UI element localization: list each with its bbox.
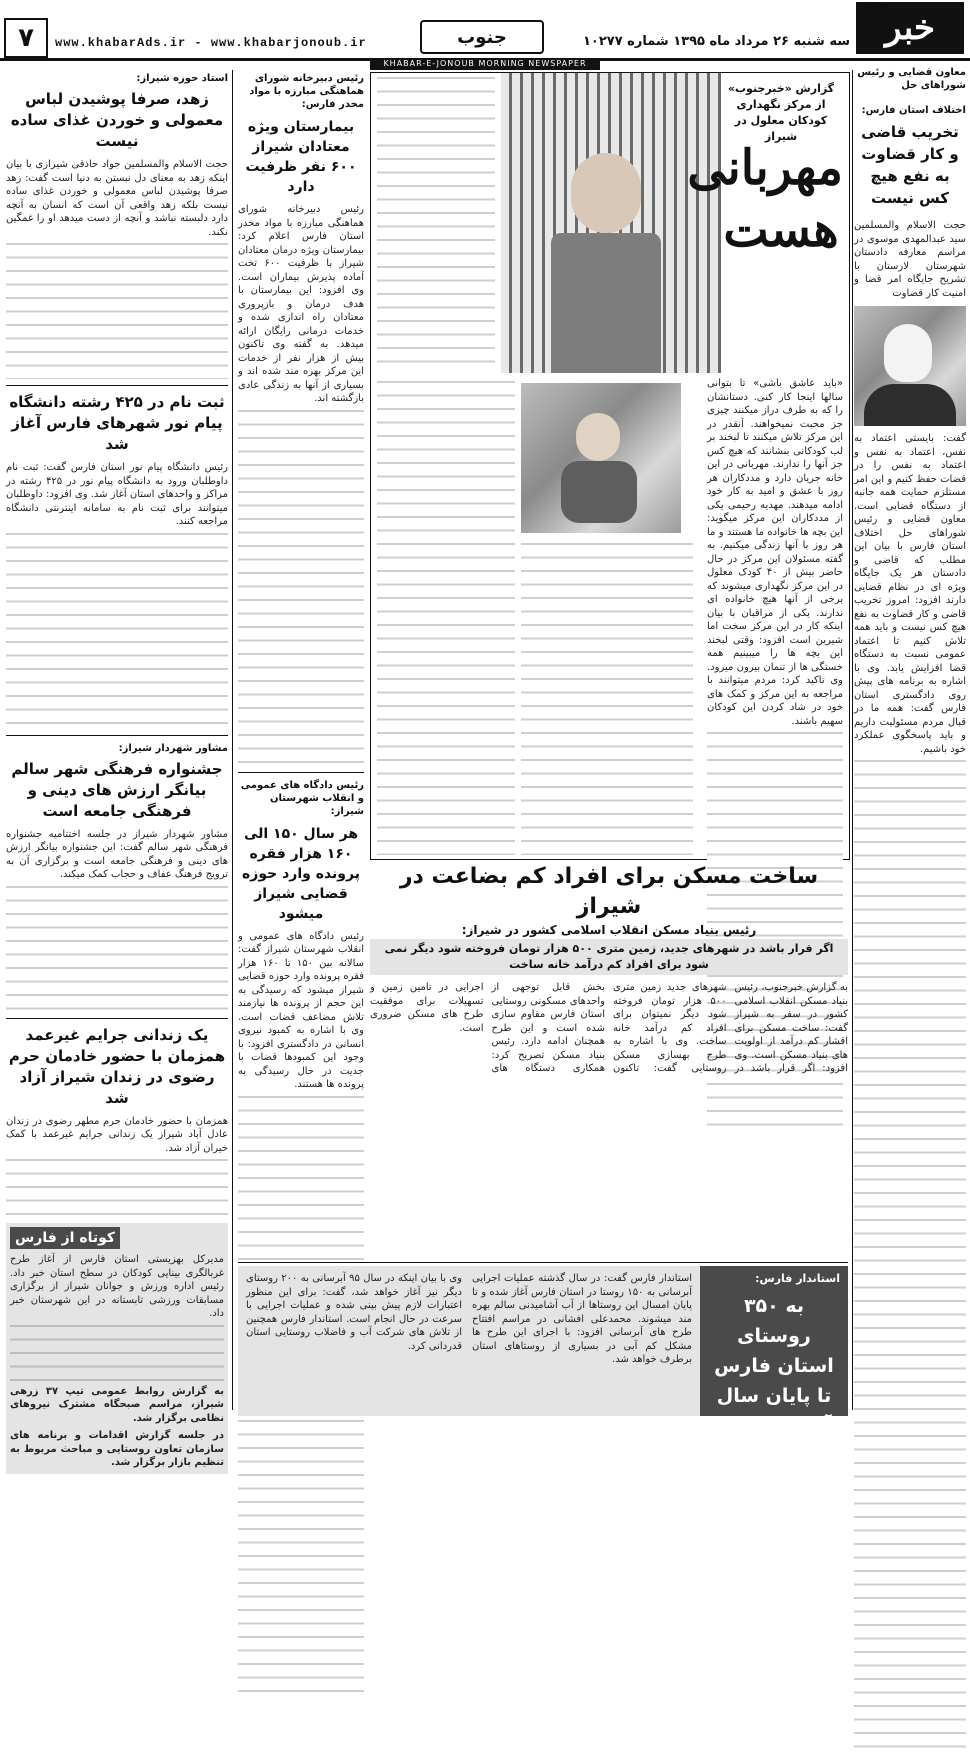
masthead xyxy=(0,0,970,61)
child-body xyxy=(551,233,661,373)
feature-body-col2 xyxy=(521,539,693,855)
spacer xyxy=(238,1262,364,1263)
housing-headline: ساخت مسکن برای افراد کم بضاعت در شیراز xyxy=(399,864,819,919)
feature-story xyxy=(370,72,850,860)
issue-dateline: سه شنبه ۲۶ مرداد ماه ۱۳۹۵ شماره ۱۰۲۷۷ xyxy=(582,34,850,49)
text-filler xyxy=(238,406,364,766)
article-kicker: استاد حوزه شیراز: xyxy=(136,73,228,84)
feature-title xyxy=(687,137,843,261)
article-body: گفت: بایستی اعتماد به نفس، اعتماد به نفس و اعتماد به نفس را در قضات حفظ کنیم و این امر مستلزم حمایت همه جانبه از دستگاه قضایی است. معاون قضایی و رئیس شوراهای حل اختلاف استان فارس با بیان این مطلب که قاضی و دادستان هر یک جایگاه ویژه ای در نظام قضایی دارند افزود: امروز تخریب قاضی و کار قضاوت به نفع هیچ کس نیست و باید همه تلاش کنیم تا اعتماد عمومی نسبت به دستگاه قضا افزایش یابد. وی با اشاره به برنامه های پیش روی دادگستری استان فارس گفت: همه ما در قبال مردم مسئولیت داریم و باید پاسخگوی عملکرد خود باشیم. xyxy=(854,433,966,755)
article-body: رئیس دبیرخانه شورای هماهنگی مبارزه با مواد مخدر استان فارس اعلام کرد: بیمارستان ویژه درمان معتادان شیراز با ظرفیت ۶۰۰ تخت آماده پذیرش بیماران است. وی افزود: این بیمارستان با هدف درمان و بازپروری معتادان راه اندازی شده و خدمات درمانی رایگان ارائه میدهد. به گفته وی تاکنون بیش از هزار نفر از خدمات این مرکز بهره مند شده اند و بسیاری از آنها به زندگی عادی بازگشته اند. xyxy=(238,204,364,404)
article-kicker: رئیس دبیرخانه شورای هماهنگی مبارزه با مواد مخدر فارس: xyxy=(249,73,364,110)
feature-kicker: گزارش «خبرجنوب» از مرکز نگهداری کودکان معلول در شیراز xyxy=(727,82,835,143)
housing-body-text: به گزارش خبرجنوب، رئیس بنیاد مسکن انقلاب اسلامی کشور در سفر به شیراز گفت: ساخت مسکن برای اقشار کم درآمد از اولویت های بنیاد مسکن است. وی افزود: اگر قرار باشد در شهرهای جدید زمین متری ۵۰۰ هزار تومان فروخته شود دیگر نمیتوان برای افراد کم درآمد خانه ساخت. وی با اشاره به طرح بهسازی مسکن روستایی گفت: تاکنون بخش قابل توجهی از واحدهای مسکونی روستایی استان فارس مقاوم سازی شده است و این طرح همچنان ادامه دارد. رئیس بنیاد مسکن تصریح کرد: همکاری دستگاه های اجرایی در تامین زمین و تسهیلات برای موفقیت طرح های مسکن ضروری است. xyxy=(370,982,848,1074)
feature-body-col1 xyxy=(707,377,843,855)
brief-item: در جلسه گزارش اقدامات و برنامه های سازمان تعاون روستایی و مباحث مربوط به تنظیم بازار برگزار شد. xyxy=(10,1430,224,1468)
article-headline: یک زندانی جرایم غیرعمد همزمان با حضور خادمان حرم رضوی در زندان شیراز آزاد شد xyxy=(8,1025,226,1107)
child-face xyxy=(576,413,620,461)
text-filler xyxy=(377,73,495,373)
article-headline: ثبت نام در ۴۲۵ رشته دانشگاه پیام نور شهرهای فارس آغاز شد xyxy=(9,393,225,453)
logo-sub: جنوب xyxy=(861,2,886,12)
article-lead: حجت الاسلام والمسلمین سید عبدالمهدی موسوی در مراسم معارفه دادستان شهرستان لارستان با تشریح جایگاه امر قضا و امنیت کار قضاوت xyxy=(854,220,966,299)
briefs-body: مدیرکل بهزیستی استان فارس از آغاز طرح غربالگری بینایی کودکان در سطح استان خبر داد. رئیس اداره ورزش و جوانان شیراز از برگزاری مسابقات ورزشی تابستانه در این شهرستان خبر داد. xyxy=(10,1254,224,1319)
left-column xyxy=(6,72,228,1468)
article-divider xyxy=(6,385,228,386)
feature-title-line1: مهربانی xyxy=(687,140,843,196)
page-number: ۷ xyxy=(4,18,48,58)
villages-headline-box xyxy=(700,1266,848,1467)
article-kicker: اختلاف استان فارس: xyxy=(861,105,966,116)
feature-body-top xyxy=(377,73,495,373)
villages-headline: به ۳۵۰ روستای استان فارس تا پایان سال آبرسانی می شود xyxy=(714,1295,834,1467)
feature-title-line2: هست xyxy=(723,202,839,258)
child-sitting-photo xyxy=(521,383,681,533)
article-headline: بیمارستان ویژه معتادان شیراز ۶۰۰ نفر ظرفیت دارد xyxy=(245,119,357,195)
text-filler xyxy=(854,756,966,1756)
article-divider xyxy=(238,772,364,773)
column-rule xyxy=(232,70,233,1410)
feature-body-text: «باید عاشق باشی» تا بتوانی سالها اینجا کار کنی. دستانشان را که به طرف دراز میکنند چیزی جز محبت نمیخواهند. آنقدر در این مرکز تلاش میکنند تا لبخند بر لب کودکانی بنشانند که هیچ کس جز آنها را ندارند. مهربانی در این خانه جریان دارد و مددکاران هر روز با عشق و امید به کار خود ادامه میدهند. مهدیه رحیمی یکی از مددکاران این مرکز میگوید: این بچه ها خانواده ما هستند و ما هر روز با آنها زندگی میکنیم. به گفته مسئولان این مرکز در حال حاضر بیش از ۴۰ کودک معلول در این مرکز نگهداری میشوند که برخی از آنها هیچ خانواده ای ندارند. یکی از مراقبان با بیان اینکه کار در این مرکز سخت اما شیرین است افزود: وقتی لبخند این بچه ها را میبینیم همه خستگی ها از تنمان بیرون میرود. وی تاکید کرد: مردم میتوانند با مراجعه به این مرکز و کمک های خود در شاد کردن این کودکان سهیم باشند. xyxy=(707,378,843,727)
portrait-robe xyxy=(864,384,956,426)
briefs-title: کوتاه از فارس xyxy=(10,1227,120,1249)
feature-body-col3 xyxy=(377,377,515,855)
child-body xyxy=(561,461,637,523)
article-headline: جشنواره فرهنگی شهر سالم بیانگر ارزش های دینی و فرهنگی جامعه است xyxy=(11,759,223,820)
article-body: رئیس دادگاه های عمومی و انقلاب شهرستان شیراز گفت: سالانه بین ۱۵۰ تا ۱۶۰ هزار فقره پرونده وارد حوزه قضایی شیراز میشود که رسیدگی به این حجم از پرونده ها نیازمند تلاش مضاعف قضات است. وی با اشاره به کمبود نیروی انسانی در دادگستری افزود: با وجود این کمبودها قضات با جدیت در حال رسیدگی به پرونده ها هستند. xyxy=(238,930,365,1090)
article-divider xyxy=(6,735,228,736)
article-body: همزمان با حضور خادمان حرم مطهر رضوی در زندان عادل آباد شیراز یک زندانی جرایم غیرعمد با کمک خیران آزاد شد. xyxy=(6,1115,228,1154)
text-filler xyxy=(10,1321,224,1381)
villages-body-col1: استاندار فارس گفت: در سال گذشته عملیات اجرایی آبرسانی به ۱۵۰ روستا در استان فارس آغاز شده و تا پایان امسال این روستاها از آب آشامیدنی سالم بهره مند میشوند. محمدعلی افشانی در مراسم افتتاح طرح های آبرسانی افزود: با اجرای این طرح ها مشکل کم آبی در بسیاری از روستاهای استان برطرف خواهد شد. xyxy=(472,1273,692,1365)
brief-item: به گزارش روابط عمومی تیپ ۳۷ زرهی شیراز، مراسم صبحگاه مشترک نیروهای نظامی برگزار شد. xyxy=(10,1385,225,1424)
housing-subhead-highlight: اگر قرار باشد در شهرهای جدید، زمین متری ۵۰۰ هزار تومان فروخته شود دیگر نمی شود برای افراد کم درآمد خانه ساخت xyxy=(370,939,848,975)
child-behind-bars-photo xyxy=(501,73,721,373)
section-label: جنوب xyxy=(420,20,544,54)
article-body: مشاور شهردار شیراز در جلسه اختتامیه جشنواره فرهنگی شهر سالم گفت: این جشنواره بیانگر ارزش های دینی و فرهنگی جامعه است و برگزاری آن به ترویج فرهنگ عفاف و حجاب کمک میکند. xyxy=(6,828,228,880)
article-kicker: مشاور شهردار شیراز: xyxy=(118,742,228,754)
logo-text: خبر xyxy=(884,8,936,48)
text-filler xyxy=(6,239,228,379)
article-headline: تخریب قاضی و کار قضاوت به نفع هیچ کس نیست xyxy=(861,123,959,207)
column-rule xyxy=(852,70,853,1410)
article-headline: زهد، صرفا پوشیدن لباس معمولی و خوردن غذای ساده نیست xyxy=(10,90,224,150)
villages-body-col2: وی با بیان اینکه در سال ۹۵ آبرسانی به ۲۰۰ روستای دیگر نیز آغاز خواهد شد، گفت: برای این منظور اعتبارات لازم پیش بینی شده و عملیات اجرایی با سرعت در حال انجام است. استاندار فارس همچنین از تلاش های شرکت آب و فاضلاب روستایی استان قدردانی کرد. xyxy=(246,1273,463,1352)
text-filler xyxy=(6,529,228,729)
portrait-face xyxy=(884,324,932,382)
text-filler xyxy=(6,882,228,1012)
briefs-box xyxy=(6,1223,228,1474)
right-column-article xyxy=(854,66,966,1416)
text-filler xyxy=(6,1155,228,1215)
article-divider xyxy=(6,1018,228,1019)
masthead-strip: KHABAR-E-JONOUB MORNING NEWSPAPER xyxy=(370,58,600,70)
housing-article xyxy=(370,862,848,1260)
text-filler xyxy=(521,539,693,855)
housing-subhead: رئیس بنیاد مسکن انقلاب اسلامی کشور در شیراز: xyxy=(461,923,757,937)
article-kicker: رئیس دادگاه های عمومی و انقلاب شهرستان شیراز: xyxy=(240,779,364,817)
article-body: رئیس دانشگاه پیام نور استان فارس گفت: ثبت نام داوطلبان ورود به دانشگاه پیام نور در ۴۲۵ رشته در مراکز و واحدهای استان آغاز شد. وی افزود: داوطلبان میتوانند برای ثبت نام به سامانه اینترنتی دانشگاه مراجعه کنند. xyxy=(6,462,228,527)
text-filler xyxy=(377,377,515,855)
child-face xyxy=(571,153,641,233)
website-links[interactable]: www.khabarAds.ir - www.khabarjonoub.ir xyxy=(55,36,367,50)
mid-left-column xyxy=(238,72,364,1258)
portrait-photo xyxy=(854,306,966,426)
villages-article xyxy=(238,1266,848,1467)
villages-kicker: استاندار فارس: xyxy=(755,1272,840,1285)
article-body: حجت الاسلام والمسلمین جواد حاذقی شیرازی با بیان اینکه زهد به معنای دل نبستن به دنیا است گفت: زهد صرفا پوشیدن لباس معمولی و خوردن غذای ساده نیست بلکه زهد واقعی آن است که انسان به آنچه دارد دلبسته نباشد و آنچه از دست میدهد او را غمگین نکند. xyxy=(6,159,228,238)
housing-body xyxy=(370,981,848,1299)
article-kicker: معاون قضایی و رئیس شوراهای حل xyxy=(857,67,966,91)
article-headline: هر سال ۱۵۰ الی ۱۶۰ هزار فقره پرونده وارد حوزه قضایی شیراز میشود xyxy=(242,825,360,922)
